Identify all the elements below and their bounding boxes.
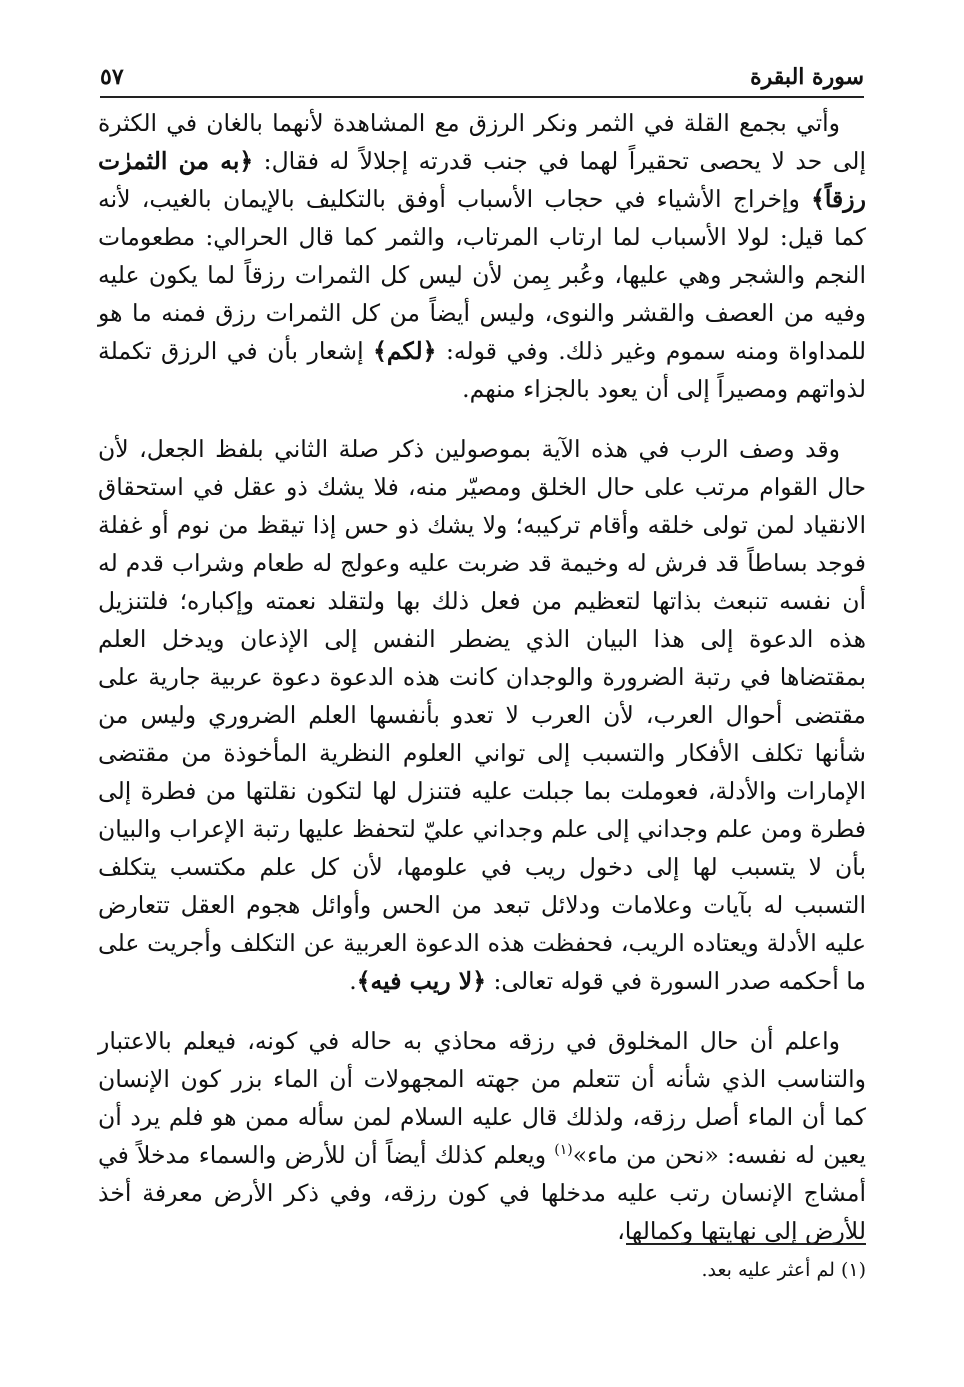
paragraph-2 <box>98 430 866 1000</box>
paragraph-1-text-b: وإخراج الأشياء في حجاب الأسباب أوفق بالتكليف بالإيمان بالغيب، لأنه كما قيل: لولا الأسباب لما ارتاب المرتاب، والثمر كما قال الحرالي: مطعومات النجم والشجر وهي عليها، وعُبر بِمن لأن ليس كل الثمرات رزقاً لما يكون عليه وفيه من العصف والقشر والنوى، وليس أيضاً من كل الثمرات رزق فمنه ما هو للمداواة ومنه سموم وغير ذلك. وفي قوله: <box>98 185 867 365</box>
running-head-surah-title: سورة البقرة <box>750 64 864 90</box>
quran-quote-3: ﴿لا ريب فيه﴾ <box>356 967 486 995</box>
quran-quote-2: ﴿لكم﴾ <box>373 337 437 365</box>
paragraph-1 <box>98 104 866 408</box>
paragraph-2-text-b: . <box>349 967 357 995</box>
footnote-marker: (١) <box>840 1259 866 1281</box>
paragraph-1-text-a: وأتي بجمع القلة في الثمر ونكر الرزق مع المشاهدة لأنهما بالغان في الكثرة إلى حد لا يحصى تحقيراً لهما في جنب قدرته إجلالاً له فقال: <box>98 109 866 175</box>
paragraph-1-text-c: إشعار بأن في الرزق تكملة لذواتهم ومصيراً إلى أن يعود بالجزاء منهم. <box>98 337 866 403</box>
page-header <box>100 52 864 98</box>
footnote-text: لم أعثر عليه بعد. <box>701 1259 835 1281</box>
footnote-divider <box>626 1243 866 1245</box>
paragraph-3-text-b: ويعلم كذلك أيضاً أن للأرض والسماء مدخلاً في أمشاج الإنسان رتب عليه مدخلها في كون رزقه، وفي ذكر الأرض معرفة أخذ للأرض إلى نهايتها وكمالها، <box>98 1141 866 1245</box>
footnote-reference[interactable]: (١) <box>554 1142 573 1159</box>
page-number: ٥٧ <box>100 64 124 90</box>
paragraph-3 <box>98 1022 866 1250</box>
paragraph-3-text-a: واعلم أن حال المخلوق في رزقه محاذي به حاله في كونه، فيعلم بالاعتبار والتناسب الذي شأنه أن تتعلم من جهته المجهولات أن الماء بزر كون الإنسان كما أن الماء أصل رزقه، ولذلك قال عليه السلام لمن سأله ممن هو فلم يرد أن يعين له نفسه: «نحن من ماء» <box>98 1027 866 1169</box>
paragraph-2-text-a: وقد وصف الرب في هذه الآية بموصولين ذكر صلة الثاني بلفظ الجعل، لأن حال القوام مرتب على حال الخلق ومصيّر منه، فلا يشك ذو عقل في استحقاق الانقياد لمن تولى خلقه وأقام تركيبه؛ ولا يشك ذو حس إذا تيقظ من نوم أو غفلة فوجد بساطاً قد فرش له وخيمة قد ضربت عليه وعولج له طعام وشراب قدم له أن نفسه تنبعث بذاتها لتعظيم من فعل ذلك بها ولتقلد نعمته وإكباره؛ فلتنزيل هذه الدعوة إلى هذا البيان الذي يضطر النفس إلى الإذعان ويدخل العلم بمقتضاها في رتبة الضرورة والوجدان كانت هذه الدعوة دعوة عربية جارية على مقتضى أحوال العرب، لأن العرب لا تعدو بأنفسها العلم الضروري وليس من شأنها تكلف الأفكار والتسبب إلى تواني العلوم النظرية المأخوذة من مقتضى الإمارات والأدلة، فعوملت بما جبلت عليه فتنزل لها لتكون نقلتها من فطرة إلى فطرة ومن علم وجداني إلى علم وجداني عليّ لتحفظ عليها رتبة الإعراب والبيان بأن لا يتسبب لها إلى دخول ريب في علومها، لأن كل علم مكتسب يتكلف التسبب له بآيات وعلامات ودلائل تبعد من الحس وأوائل هجوم العقل تتعارض عليه الأدلة ويعتاده الريب، فحفظت هذه الدعوة العربية عن التكلف وأجريت على ما أحكمه صدر السورة في قوله تعالى: <box>98 435 866 995</box>
quran-quote-1: ﴿به من الثمرٰت رزقاً﴾ <box>98 147 866 213</box>
main-text <box>98 104 866 1250</box>
footnote <box>98 1256 866 1284</box>
